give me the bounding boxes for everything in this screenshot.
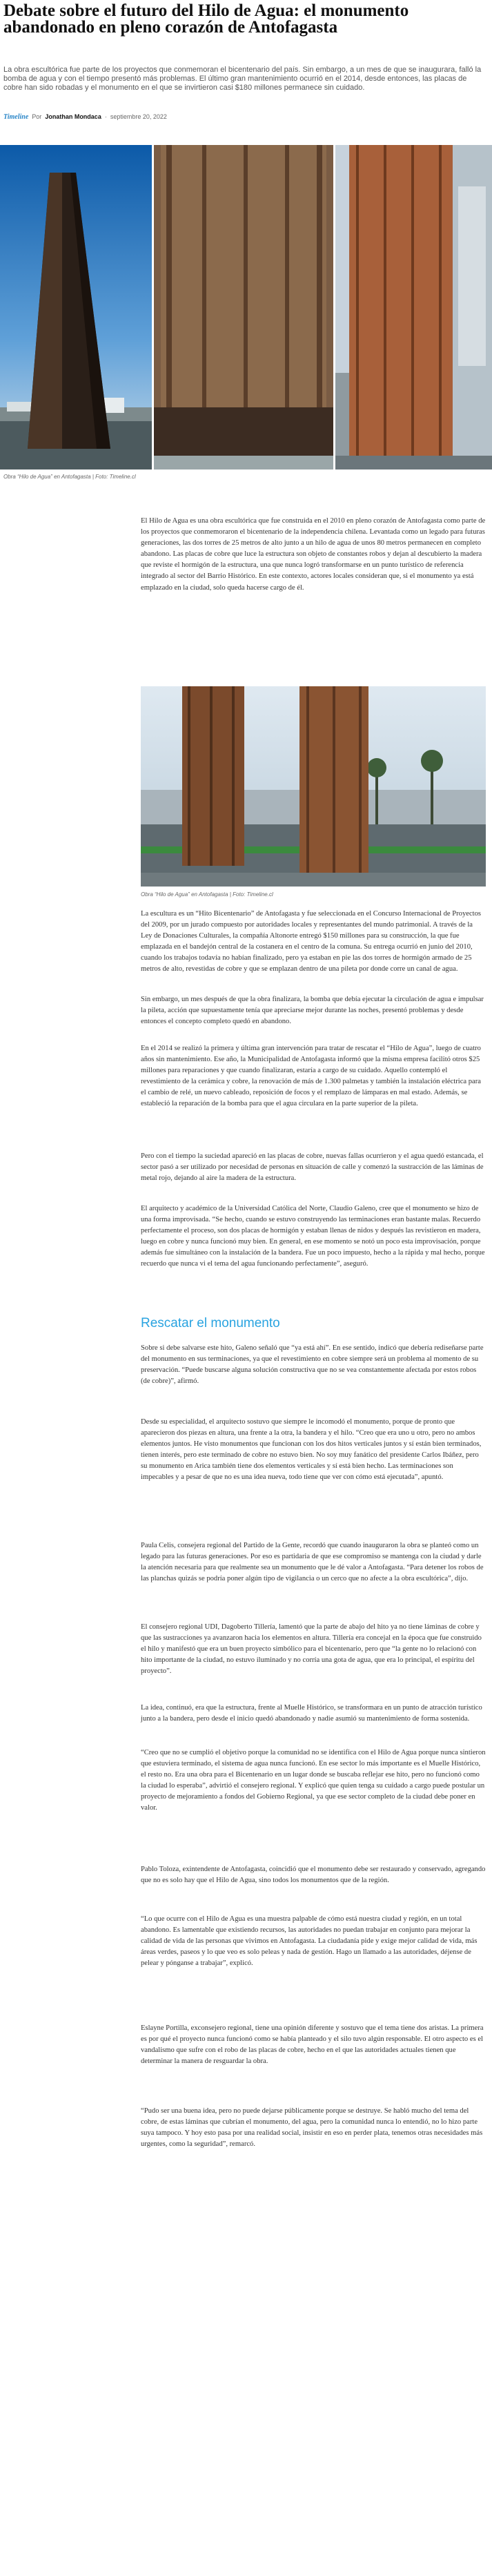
paragraph-4-text: En el 2014 se realizó la primera y última gran intervención para tratar de rescatar el “Hilo de Agua”, luego de cuatro años sin mantenimiento. Ese año, la Municipalidad de Antofagasta informó que la misma empresa facilitó otros $25 millones para reparaciones y que cuando finalizaran, estaría a cargo de su cuidado. Aquello contempló el revestimiento de la cerámica y cobre, la renovación de más de 1.300 palmetas y también la instalación eléctrica para el cambio de relé, un nuevo cableado, reposición de focos y el remplazo de lámparas en mal estado. Además, se estableció la reparación de la bomba para que el agua circulara en la parte superior de la pileta. <box>141 1045 481 1108</box>
paragraph-16 <box>141 2106 486 2150</box>
paragraph-6-text: El arquitecto y académico de la Universidad Católica del Norte, Claudio Galeno, cree que el monumento se hizo de una forma improvisada. “Se hecho, cuando se estuvo construyendo las terminaciones eran bastante malas. Recuerdo perfectamente el proceso, son dos placas de hormigón y estaban llenas de nidos y después las revistieron en madera, luego en cobre y nunca funcionó muy bien. En general, en ese momento se notó un poco esta improvisación, porque además fue simultáneo con la instalación de la bandera. Fue un poco impuesto, hecho a la rápida y mal hecho, porque recuerdo que nunca vi el tema del agua funcionando perfectamente”, aseguró. <box>141 1205 485 1268</box>
paragraph-8 <box>141 1417 486 1484</box>
paragraph-6 <box>141 1203 486 1270</box>
paragraph-4 <box>141 1043 486 1110</box>
paragraph-13 <box>141 1864 486 1886</box>
paragraph-7-text: Sobre si debe salvarse este hito, Galeno señaló que “ya está ahí”. En ese sentido, indicó que debería rediseñarse parte del monumento en sus terminaciones, ya que el revestimiento en cobre siempre será un problema al momento de su preservación. “Puede buscarse alguna solución constructiva que no se vea constantemente afectada por estos robos (de cobre)”, afirmó. <box>141 1344 484 1386</box>
paragraph-10 <box>141 1622 486 1677</box>
paragraph-12 <box>141 1747 486 1814</box>
paragraph-2 <box>141 909 486 976</box>
paragraph-14 <box>141 1914 486 1969</box>
paragraph-9-text: Paula Celis, consejera regional del Partido de la Gente, recordó que cuando inauguraron la obra se planteó como un legado para las futuras generaciones. Por eso es partidaria de que ese compromiso se mantenga con la ciudad y darle la atención necesaria para que realmente sea un monumento que le dé valor a Antofagasta. “Para detener los robos de las planchas quizás se podría poner algún tipo de vigilancia o un cerco que no afecte a la obra escultórica”, dijo. <box>141 1542 484 1583</box>
paragraph-7 <box>141 1343 486 1387</box>
publish-date: septiembre 20, 2022 <box>110 113 167 120</box>
byline-separator: · <box>104 113 107 120</box>
paragraph-5 <box>141 1151 486 1184</box>
section-heading: Rescatar el monumento <box>141 1316 280 1330</box>
paragraph-2-text: La escultura es un “Hito Bicentenario” de Antofagasta y fue seleccionada en el Concurso Internacional de Proyectos del 2009, por un jurado compuesto por autoridades locales y representantes del mundo patrimonial. A través de la Ley de Donaciones Culturales, la compañía Altonorte entregó $150 millones para su construcción, la que fue emplazada en el bandejón central de la costanera en el centro de la comuna. Su entrega ocurrió en junio del 2010, cuando los trabajos todavía no habían finalizado, pero ya estaban en pie las dos torres de hormigón armado de 25 metros de alto, revestidas de cobre y que se emplazan dentro de una pileta por donde corre un canal de agua. <box>141 910 482 974</box>
paragraph-15-text: Eslayne Portilla, exconsejero regional, tiene una opinión diferente y sostuvo que el tema tiene dos aristas. La primera es por qué el proyecto nunca funcionó como se había planteado y el silo tuvo algún responsable. El otro aspecto es el vandalismo que sufre con el robo de las placas de cobre, hecho en el que las autoridades actuales tienen que determinar la manera de resguardar la obra. <box>141 2024 484 2066</box>
hero-photo-2-svg <box>154 145 333 469</box>
hero-photo-1-svg <box>0 145 152 469</box>
brand-logo[interactable]: Timeline <box>3 113 29 121</box>
inline-photo <box>141 686 486 887</box>
byline-prefix: Por <box>32 113 42 120</box>
hero-photo-tower-sky <box>0 145 152 469</box>
hero-photo-3-svg <box>335 145 492 469</box>
hero-photo-tower-closeup <box>154 145 333 469</box>
paragraph-10-text: El consejero regional UDI, Dagoberto Tillería, lamentó que la parte de abajo del hito ya no tiene láminas de cobre y que las sustracciones ya avanzaron hacia los elementos en altura. Tillería era concejal en la época que fue construido el hilo y manifestó que era un buen proyecto simbólico para el bicentenario, pero que “la gente no lo relacionó con hito importante de la ciudad, no estuvo iluminado y no corría una gota de agua, que era lo principal, el espíritu del proyecto”. <box>141 1623 482 1676</box>
paragraph-1 <box>141 516 486 594</box>
hero-image <box>0 145 492 469</box>
paragraph-5-text: Pero con el tiempo la suciedad apareció en las placas de cobre, nuevas fallas ocurrieron y el agua quedó estancada, el sector pasó a ser utilizado por necesidad de personas en situación de calle y comenzó la sustracción de las láminas de metal rojo, dejando al aire la madera de la estructura. <box>141 1152 484 1183</box>
inline-photo-svg <box>141 686 486 887</box>
hero-photo-tower-street <box>335 145 492 469</box>
paragraph-11 <box>141 1703 486 1725</box>
paragraph-16-text: “Pudo ser una buena idea, pero no puede dejarse públicamente porque se destruye. Se habló mucho del tema del cobre, de estas láminas que cubrían el monumento, del agua, pero la comunidad nunca lo entendió, no lo hizo parte suya tampoco. Y hoy esto pasa por una realidad social, insistir en eso en perder plata, tenemos otras necesidades más urgentes, como la seguridad”, remarcó. <box>141 2107 483 2149</box>
paragraph-9 <box>141 1540 486 1585</box>
paragraph-13-text: Pablo Toloza, exintendente de Antofagasta, coincidió que el monumento debe ser restaurado y conservado, agregando que no es solo hay que el Hilo de Agua, sino todos los monumentos que de la región. <box>141 1866 486 1885</box>
byline <box>3 112 167 122</box>
paragraph-15 <box>141 2023 486 2067</box>
article-lead: La obra escultórica fue parte de los proyectos que conmemoran el bicentenario del país. Sin embargo, a un mes de que se inaugurara, falló la bomba de agua y con el tiempo presentó más problemas. El último gran mantenimiento ocurrió en el 2014, desde entonces, las placas de cobre han sido robadas y el monumento en el que se invirtieron casi $180 millones permanece sin cuidado. <box>3 66 482 92</box>
hero-caption: Obra “Hilo de Agua” en Antofagasta | Foto: Timeline.cl <box>3 474 136 480</box>
paragraph-14-text: “Lo que ocurre con el Hilo de Agua es una muestra palpable de cómo está nuestra ciudad y región, en un total abandono. Es lamentable que existiendo recursos, las autoridades no puedan trabajar en conjunto para mejorar la calidad de vida de las personas que vivimos en Antofagasta. La ciudadanía pide y exige mejor calidad de vida, más áreas verdes, paseos y lo que veo es solo peleas y nada de gestión. Hago un llamado a las autoridades, déjense de pelear y pónganse a trabajar”, explicó. <box>141 1915 478 1968</box>
paragraph-8-text: Desde su especialidad, el arquitecto sostuvo que siempre le incomodó el monumento, porque de pronto que aparecieron dos piezas en altura, una frente a la otra, la bandera y el hilo. “Creo que era uno u otro, pero no ambos elementos juntos. He visto monumentos que funcionan con los dos hitos verticales juntos y sí están bien terminados, tienen interés, pero este terminado de cobre no estuvo bien. No soy muy fanático del presidente Carlos Ibáñez, pero su monumento en Arica también tiene dos elementos verticales y sí está bien hecho. Las terminaciones son impecables y a pesar de que no es una idea nueva, todo tiene que ver con cómo está ejecutada”, apuntó. <box>141 1418 482 1482</box>
paragraph-3-text: Sin embargo, un mes después de que la obra finalizara, la bomba que debía ejecutar la circulación de agua e impulsar la pileta, acción que supuestamente tenía que apreciarse mejor durante las noches, presentó problemas y desde entonces el concepto completo quedó en abandono. <box>141 996 484 1026</box>
article-title: Debate sobre el futuro del Hilo de Agua: el monumento abandonado en pleno corazón de Antofagasta <box>3 1 409 37</box>
paragraph-3 <box>141 994 486 1027</box>
paragraph-12-text: “Creo que no se cumplió el objetivo porque la comunidad no se identifica con el Hilo de Agua porque nunca sintieron que estuviera terminado, el sistema de agua nunca funcionó. En ese sector lo más importante es el Muelle Histórico, el resto no. Era una obra para el Bicentenario en un lugar donde se buscaba reflejar ese hito, pero no funcionó como la ciudad lo esperaba”, advirtió el consejero regional. Y explicó que quien tenga su cuidado a cargo puede postular un proyecto de mejoramiento a fondos del Gobierno Regional, ya que ese sector completo de la ciudad debe poner en valor. <box>141 1749 486 1812</box>
author-link[interactable]: Jonathan Mondaca <box>45 113 101 120</box>
paragraph-1-text: El Hilo de Agua es una obra escultórica que fue construida en el 2010 en pleno corazón de Antofagasta como parte de los proyectos que conmemoraron el bicentenario de la independencia chilena. Levantada como un legado para futuras generaciones, las dos torres de 25 metros de alto junto a un hilo de agua de unos 80 metros permanecen en completo abandono. Las placas de cobre que luce la estructura son objeto de constantes robos y dejan al descubierto la madera que reviste el hormigón de la estructura, una que nunca logró transformarse en un punto turístico de referencia integrado al sector del Barrio Histórico. En este contexto, actores locales consideran que, si el monumento ya está emplazado en la ciudad, solo queda hacerse cargo de él. <box>141 517 486 592</box>
paragraph-11-text: La idea, continuó, era que la estructura, frente al Muelle Histórico, se transformara en un punto de atracción turístico junto a la bandera, pero desde el inicio quedó abandonado y nadie asumió su mantenimiento de forma sostenida. <box>141 1704 482 1723</box>
inline-photo-caption: Obra “Hilo de Agua” en Antofagasta | Foto: Timeline.cl <box>141 891 273 898</box>
